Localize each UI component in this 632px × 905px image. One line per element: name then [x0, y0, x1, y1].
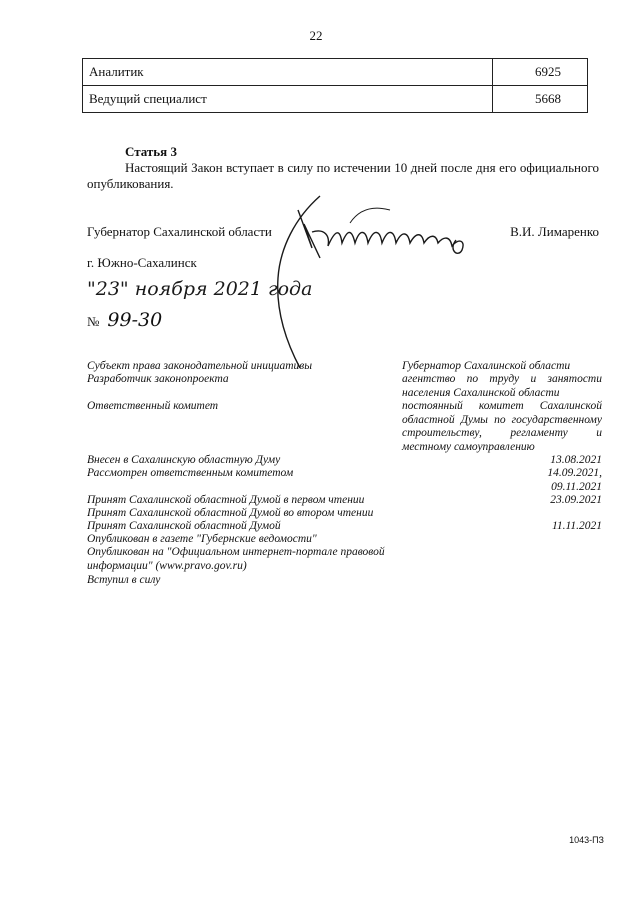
- number-prefix: №: [87, 314, 100, 329]
- developer-value: агентство по труду и занятости населения Сахалинской области: [402, 373, 602, 399]
- table-row: [83, 59, 588, 86]
- subject-label: Субъект права законодательной инициативы: [87, 360, 313, 372]
- subject-value: Губернатор Сахалинской области: [402, 360, 571, 372]
- event-date: 14.09.2021,: [547, 467, 602, 479]
- event-label: Вступил в силу: [87, 574, 161, 586]
- developer-label: Разработчик законопроекта: [87, 373, 229, 385]
- city: г. Южно-Сахалинск: [87, 255, 197, 270]
- handwritten-number: 99-30: [107, 309, 163, 331]
- footer-code: 1043-ПЗ: [569, 835, 604, 845]
- event-label: Принят Сахалинской областной Думой в первом чтении: [87, 494, 365, 506]
- handwritten-date: "23" ноября 2021 года: [87, 278, 313, 300]
- event-date: 11.11.2021: [551, 520, 602, 532]
- article-text: Настоящий Закон вступает в силу по истечении 10 дней после дня его официального опубликования.: [87, 160, 599, 191]
- committee-value: постоянный комитет Сахалинской областной Думы по государственному строительству, регламенту и местному самоуправлению: [402, 400, 602, 453]
- salary-table: [82, 58, 588, 113]
- law-number: [87, 309, 162, 331]
- position-cell: Аналитик: [83, 59, 493, 86]
- event-label: Принят Сахалинской областной Думой во втором чтении: [87, 507, 374, 519]
- governor-title: Губернатор Сахалинской области: [87, 224, 272, 239]
- article-3: [87, 144, 599, 192]
- governor-name: В.И. Лимаренко: [510, 224, 599, 239]
- event-label: Опубликован на "Официальном интернет-портале правовой информации" (www.pravo.gov.ru): [87, 546, 385, 572]
- event-date: 09.11.2021: [551, 481, 602, 493]
- event-label: Внесен в Сахалинскую областную Думу: [87, 454, 281, 466]
- event-label: Принят Сахалинской областной Думой: [87, 520, 281, 532]
- event-label: Рассмотрен ответственным комитетом: [87, 467, 294, 479]
- page-number: 22: [309, 28, 323, 43]
- position-cell: Ведущий специалист: [83, 86, 493, 113]
- signature-icon: [200, 188, 520, 378]
- committee-label: Ответственный комитет: [87, 400, 219, 412]
- value-cell: 6925: [493, 59, 588, 86]
- event-label: Опубликован в газете "Губернские ведомости": [87, 533, 317, 545]
- value-cell: 5668: [493, 86, 588, 113]
- table-row: [83, 86, 588, 113]
- event-date: 23.09.2021: [550, 494, 602, 506]
- event-date: 13.08.2021: [550, 454, 602, 466]
- article-title: Статья 3: [125, 144, 177, 159]
